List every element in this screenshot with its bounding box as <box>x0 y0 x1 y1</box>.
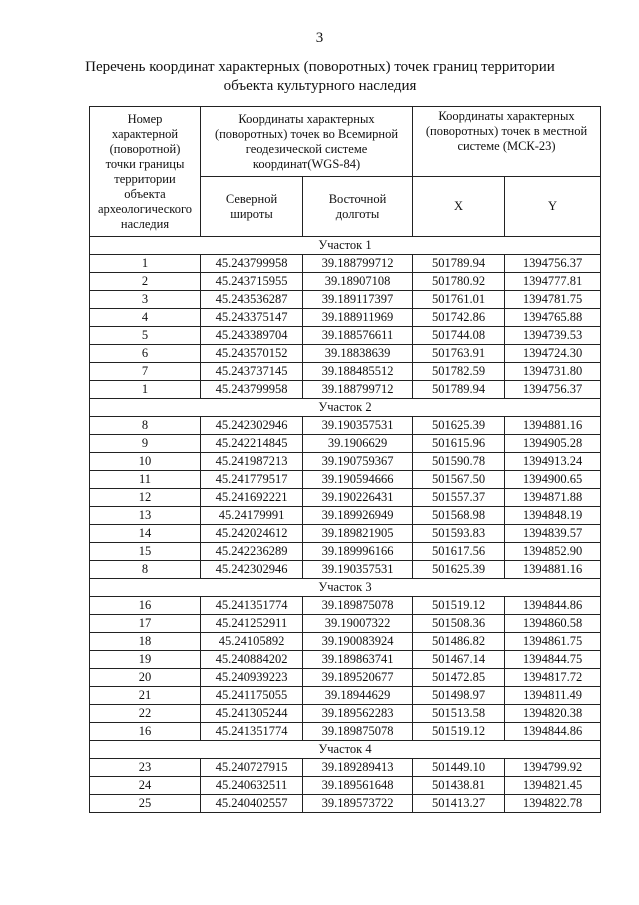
point-number-cell: 11 <box>90 471 201 489</box>
point-number-cell: 12 <box>90 489 201 507</box>
latitude-cell: 45.241252911 <box>201 615 303 633</box>
section-row <box>90 579 601 597</box>
y-cell: 1394871.88 <box>505 489 601 507</box>
longitude-cell: 39.18944629 <box>303 687 413 705</box>
section-row <box>90 237 601 255</box>
point-number-cell: 18 <box>90 633 201 651</box>
point-number-cell: 10 <box>90 453 201 471</box>
y-cell: 1394731.80 <box>505 363 601 381</box>
x-cell: 501744.08 <box>413 327 505 345</box>
table-row <box>90 669 601 687</box>
header-x: X <box>413 177 505 237</box>
x-cell: 501498.97 <box>413 687 505 705</box>
x-cell: 501438.81 <box>413 777 505 795</box>
latitude-cell: 45.240727915 <box>201 759 303 777</box>
longitude-cell: 39.189875078 <box>303 597 413 615</box>
x-cell: 501763.91 <box>413 345 505 363</box>
point-number-cell: 24 <box>90 777 201 795</box>
longitude-cell: 39.189117397 <box>303 291 413 309</box>
latitude-cell: 45.242236289 <box>201 543 303 561</box>
section-row <box>90 741 601 759</box>
longitude-cell: 39.189520677 <box>303 669 413 687</box>
x-cell: 501472.85 <box>413 669 505 687</box>
latitude-cell: 45.242024612 <box>201 525 303 543</box>
header-point-number: Номер характерной (поворотной) точки границы территории объекта археологического наследия <box>90 107 201 237</box>
y-cell: 1394844.86 <box>505 597 601 615</box>
latitude-cell: 45.240884202 <box>201 651 303 669</box>
table-row <box>90 507 601 525</box>
table-row <box>90 327 601 345</box>
table-row <box>90 615 601 633</box>
point-number-cell: 25 <box>90 795 201 813</box>
point-number-cell: 15 <box>90 543 201 561</box>
point-number-cell: 23 <box>90 759 201 777</box>
x-cell: 501513.58 <box>413 705 505 723</box>
x-cell: 501467.14 <box>413 651 505 669</box>
table-row <box>90 651 601 669</box>
y-cell: 1394822.78 <box>505 795 601 813</box>
y-cell: 1394861.75 <box>505 633 601 651</box>
x-cell: 501519.12 <box>413 597 505 615</box>
point-number-cell: 8 <box>90 417 201 435</box>
point-number-cell: 6 <box>90 345 201 363</box>
latitude-cell: 45.241175055 <box>201 687 303 705</box>
x-cell: 501413.27 <box>413 795 505 813</box>
table-row <box>90 381 601 399</box>
y-cell: 1394821.45 <box>505 777 601 795</box>
longitude-cell: 39.189875078 <box>303 723 413 741</box>
table-row <box>90 777 601 795</box>
header-latitude: Северной широты <box>201 177 303 237</box>
latitude-cell: 45.243715955 <box>201 273 303 291</box>
point-number-cell: 9 <box>90 435 201 453</box>
longitude-cell: 39.189926949 <box>303 507 413 525</box>
point-number-cell: 13 <box>90 507 201 525</box>
point-number-cell: 4 <box>90 309 201 327</box>
latitude-cell: 45.243799958 <box>201 255 303 273</box>
latitude-cell: 45.24179991 <box>201 507 303 525</box>
point-number-cell: 16 <box>90 597 201 615</box>
longitude-cell: 39.189863741 <box>303 651 413 669</box>
header-longitude: Восточной долготы <box>303 177 413 237</box>
longitude-cell: 39.190594666 <box>303 471 413 489</box>
longitude-cell: 39.190226431 <box>303 489 413 507</box>
latitude-cell: 45.243570152 <box>201 345 303 363</box>
longitude-cell: 39.190357531 <box>303 561 413 579</box>
point-number-cell: 16 <box>90 723 201 741</box>
y-cell: 1394724.30 <box>505 345 601 363</box>
x-cell: 501625.39 <box>413 561 505 579</box>
longitude-cell: 39.188576611 <box>303 327 413 345</box>
table-row <box>90 723 601 741</box>
point-number-cell: 7 <box>90 363 201 381</box>
table-row <box>90 435 601 453</box>
y-cell: 1394756.37 <box>505 381 601 399</box>
point-number-cell: 1 <box>90 255 201 273</box>
latitude-cell: 45.241351774 <box>201 597 303 615</box>
table-row <box>90 795 601 813</box>
y-cell: 1394811.49 <box>505 687 601 705</box>
table-row <box>90 471 601 489</box>
y-cell: 1394905.28 <box>505 435 601 453</box>
y-cell: 1394900.65 <box>505 471 601 489</box>
table-row <box>90 345 601 363</box>
latitude-cell: 45.241779517 <box>201 471 303 489</box>
x-cell: 501557.37 <box>413 489 505 507</box>
latitude-cell: 45.240402557 <box>201 795 303 813</box>
y-cell: 1394844.86 <box>505 723 601 741</box>
longitude-cell: 39.190759367 <box>303 453 413 471</box>
x-cell: 501508.36 <box>413 615 505 633</box>
latitude-cell: 45.241692221 <box>201 489 303 507</box>
latitude-cell: 45.241351774 <box>201 723 303 741</box>
section-title: Участок 2 <box>90 399 601 417</box>
x-cell: 501617.56 <box>413 543 505 561</box>
longitude-cell: 39.189821905 <box>303 525 413 543</box>
y-cell: 1394777.81 <box>505 273 601 291</box>
longitude-cell: 39.18838639 <box>303 345 413 363</box>
y-cell: 1394817.72 <box>505 669 601 687</box>
latitude-cell: 45.243799958 <box>201 381 303 399</box>
y-cell: 1394852.90 <box>505 543 601 561</box>
x-cell: 501742.86 <box>413 309 505 327</box>
table-row <box>90 291 601 309</box>
latitude-cell: 45.243375147 <box>201 309 303 327</box>
point-number-cell: 22 <box>90 705 201 723</box>
x-cell: 501593.83 <box>413 525 505 543</box>
document-title <box>60 58 580 96</box>
table-row <box>90 759 601 777</box>
longitude-cell: 39.189996166 <box>303 543 413 561</box>
x-cell: 501449.10 <box>413 759 505 777</box>
x-cell: 501625.39 <box>413 417 505 435</box>
y-cell: 1394881.16 <box>505 417 601 435</box>
table-row <box>90 453 601 471</box>
point-number-cell: 19 <box>90 651 201 669</box>
longitude-cell: 39.188911969 <box>303 309 413 327</box>
latitude-cell: 45.242302946 <box>201 417 303 435</box>
y-cell: 1394765.88 <box>505 309 601 327</box>
x-cell: 501780.92 <box>413 273 505 291</box>
table-row <box>90 543 601 561</box>
latitude-cell: 45.243737145 <box>201 363 303 381</box>
x-cell: 501761.01 <box>413 291 505 309</box>
latitude-cell: 45.24105892 <box>201 633 303 651</box>
table-body <box>90 237 601 813</box>
longitude-cell: 39.188799712 <box>303 381 413 399</box>
table-row <box>90 525 601 543</box>
x-cell: 501615.96 <box>413 435 505 453</box>
point-number-cell: 17 <box>90 615 201 633</box>
x-cell: 501519.12 <box>413 723 505 741</box>
longitude-cell: 39.189289413 <box>303 759 413 777</box>
y-cell: 1394756.37 <box>505 255 601 273</box>
table-row <box>90 255 601 273</box>
y-cell: 1394799.92 <box>505 759 601 777</box>
y-cell: 1394739.53 <box>505 327 601 345</box>
y-cell: 1394881.16 <box>505 561 601 579</box>
y-cell: 1394848.19 <box>505 507 601 525</box>
table-row <box>90 705 601 723</box>
longitude-cell: 39.189562283 <box>303 705 413 723</box>
section-title: Участок 3 <box>90 579 601 597</box>
point-number-cell: 20 <box>90 669 201 687</box>
y-cell: 1394913.24 <box>505 453 601 471</box>
table-row <box>90 309 601 327</box>
longitude-cell: 39.190083924 <box>303 633 413 651</box>
latitude-cell: 45.243536287 <box>201 291 303 309</box>
section-title: Участок 4 <box>90 741 601 759</box>
latitude-cell: 45.240632511 <box>201 777 303 795</box>
longitude-cell: 39.188485512 <box>303 363 413 381</box>
point-number-cell: 1 <box>90 381 201 399</box>
latitude-cell: 45.242214845 <box>201 435 303 453</box>
table-row <box>90 597 601 615</box>
y-cell: 1394844.75 <box>505 651 601 669</box>
latitude-cell: 45.241987213 <box>201 453 303 471</box>
x-cell: 501568.98 <box>413 507 505 525</box>
point-number-cell: 21 <box>90 687 201 705</box>
table-row <box>90 561 601 579</box>
x-cell: 501789.94 <box>413 255 505 273</box>
table-row <box>90 687 601 705</box>
point-number-cell: 8 <box>90 561 201 579</box>
table-row <box>90 417 601 435</box>
point-number-cell: 5 <box>90 327 201 345</box>
y-cell: 1394839.57 <box>505 525 601 543</box>
latitude-cell: 45.240939223 <box>201 669 303 687</box>
latitude-cell: 45.243389704 <box>201 327 303 345</box>
table-row <box>90 363 601 381</box>
longitude-cell: 39.189561648 <box>303 777 413 795</box>
y-cell: 1394860.58 <box>505 615 601 633</box>
latitude-cell: 45.242302946 <box>201 561 303 579</box>
longitude-cell: 39.189573722 <box>303 795 413 813</box>
point-number-cell: 2 <box>90 273 201 291</box>
longitude-cell: 39.19007322 <box>303 615 413 633</box>
x-cell: 501782.59 <box>413 363 505 381</box>
x-cell: 501789.94 <box>413 381 505 399</box>
document-title-line-1: Перечень координат характерных (поворотных) точек границ территории <box>85 59 555 75</box>
x-cell: 501590.78 <box>413 453 505 471</box>
page-number: 3 <box>315 30 324 46</box>
y-cell: 1394820.38 <box>505 705 601 723</box>
document-title-line-2: объекта культурного наследия <box>223 78 417 94</box>
longitude-cell: 39.18907108 <box>303 273 413 291</box>
table-row <box>90 489 601 507</box>
latitude-cell: 45.241305244 <box>201 705 303 723</box>
longitude-cell: 39.1906629 <box>303 435 413 453</box>
section-title: Участок 1 <box>90 237 601 255</box>
header-y: Y <box>505 177 601 237</box>
longitude-cell: 39.190357531 <box>303 417 413 435</box>
header-wgs-group: Координаты характерных (поворотных) точек во Всемирной геодезической системе координат(WGS-84) <box>201 107 413 177</box>
table-row <box>90 633 601 651</box>
x-cell: 501567.50 <box>413 471 505 489</box>
table-row <box>90 273 601 291</box>
point-number-cell: 14 <box>90 525 201 543</box>
coordinates-table <box>89 106 601 813</box>
y-cell: 1394781.75 <box>505 291 601 309</box>
x-cell: 501486.82 <box>413 633 505 651</box>
section-row <box>90 399 601 417</box>
header-msk-group: Координаты характерных (поворотных) точек в местной системе (МСК-23) <box>413 107 601 177</box>
point-number-cell: 3 <box>90 291 201 309</box>
longitude-cell: 39.188799712 <box>303 255 413 273</box>
